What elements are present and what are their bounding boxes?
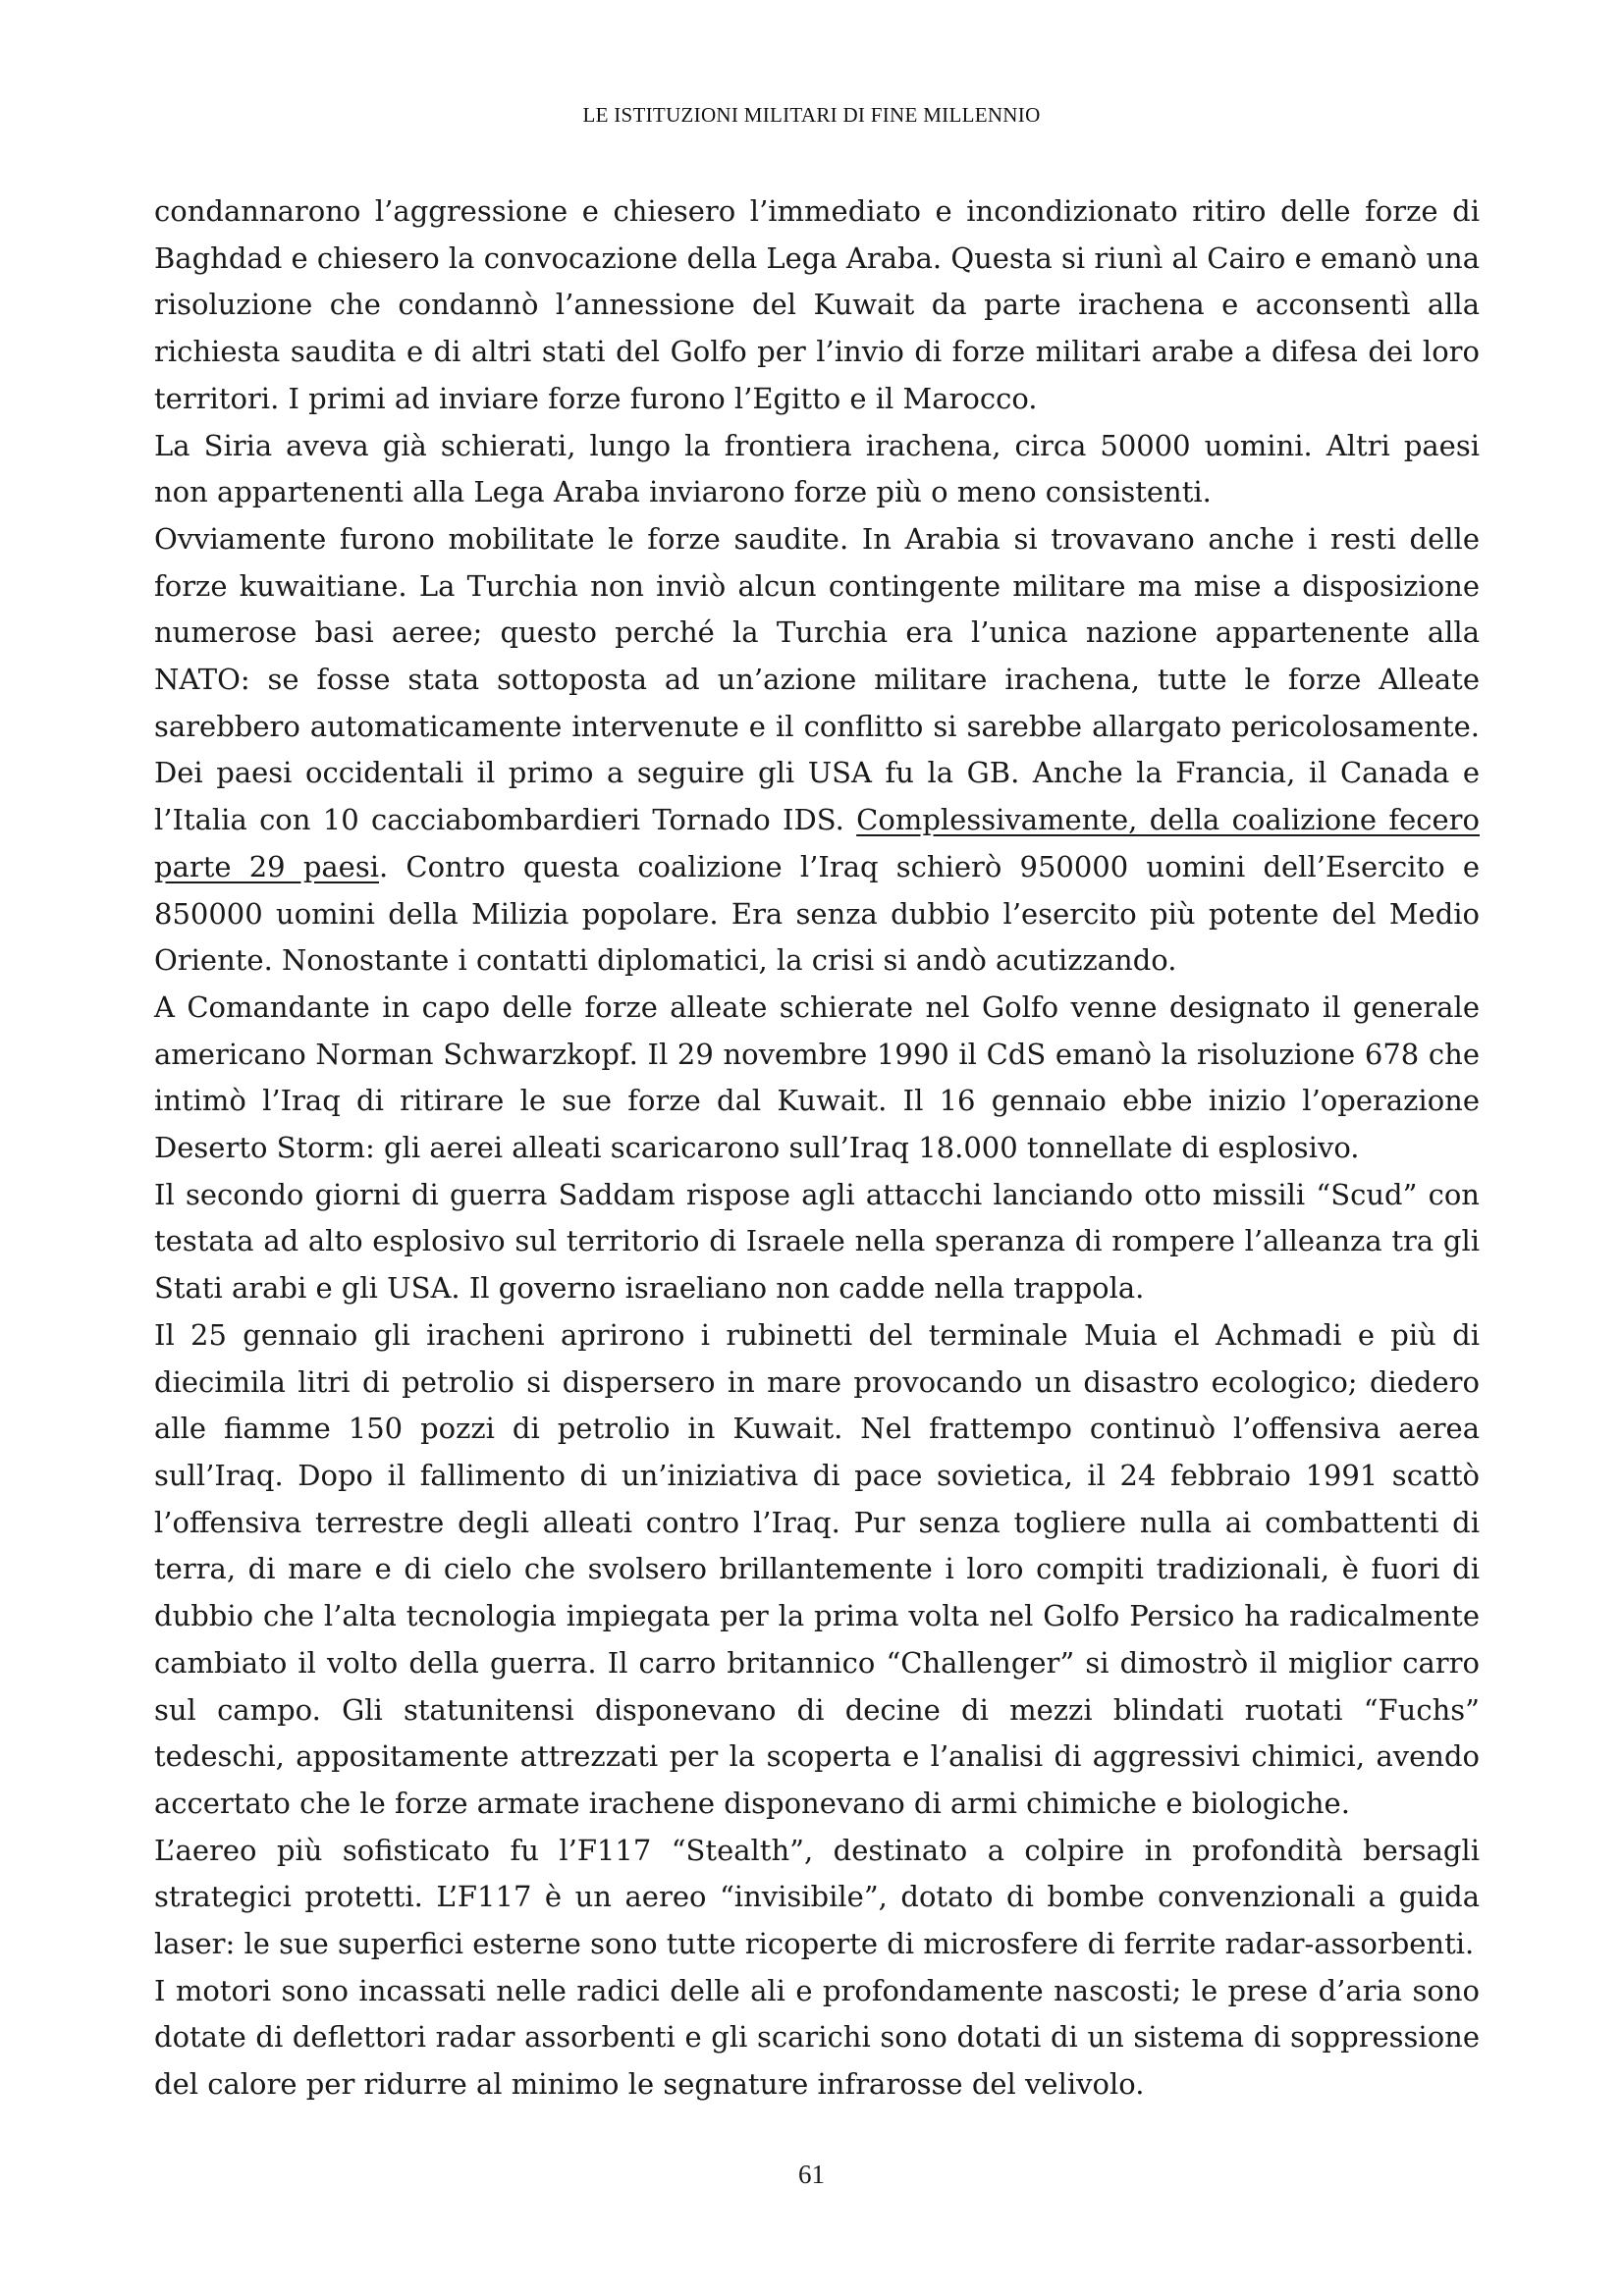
paragraph-3 <box>154 516 1480 985</box>
running-header: LE ISTITUZIONI MILITARI DI FINE MILLENNIO <box>582 103 1041 127</box>
underlined-coalition-sentence: Complessivamente, della coalizione fecero parte 29 paesi <box>154 803 1480 883</box>
page-number: 61 <box>798 2160 825 2189</box>
paragraph-2: La Siria aveva già schierati, lungo la frontiera irachena, circa 50000 uomini. Altri paesi non appartenenti alla Lega Araba inviarono forze più o meno consistenti. <box>154 428 1480 509</box>
paragraph-5: Il secondo giorni di guerra Saddam rispose agli attacchi lanciando otto missili “Scud” con testata ad alto esplosivo sul territorio di Israele nella speranza di rompere l’alleanza tra gli Stati arabi e gli USA. Il governo israeliano non cadde nella trappola. <box>154 1177 1480 1306</box>
paragraph-1: condannarono l’aggressione e chiesero l’immediato e incondizionato ritiro delle forze di Baghdad e chiesero la convocazione della Lega Araba. Questa si riunì al Cairo e emanò una risoluzione che condannò l’annessione del Kuwait da parte irachena e acconsentì alla richiesta saudita e di altri stati del Golfo per l’invio di forze militari arabe a difesa dei loro territori. I primi ad inviare forze furono l’Egitto e il Marocco. <box>154 194 1480 415</box>
paragraph-3-text-before: Ovviamente furono mobilitate le forze saudite. In Arabia si trovavano anche i resti delle forze kuwaitiane. La Turchia non inviò alcun contingente militare ma mise a disposizione numerose basi aeree; questo perché la Turchia era l’unica nazione appartenente alla NATO: se fosse stata sottoposta ad un’azione militare irachena, tutte le forze Alleate sarebbero automaticamente intervenute e il conflitto si sarebbe allargato pericolosamente. Dei paesi occidentali il primo a seguire gli USA fu la GB. Anche la Francia, il Canada e l’Italia con 10 cacciabombardieri Tornado IDS. <box>154 521 1480 837</box>
paragraph-3-text-after: . Contro questa coalizione l’Iraq schierò 950000 uomini dell’Esercito e 850000 uomini della Milizia popolare. Era senza dubbio l’esercito più potente del Medio Oriente. Nonostante i contatti diplomatici, la crisi si andò acutizzando. <box>154 849 1481 978</box>
paragraph-7: L’aereo più sofisticato fu l’F117 “Stealth”, destinato a colpire in profondità bersagli strategici protetti. L’F117 è un aereo “invisibile”, dotato di bombe convenzionali a guida laser: le sue superfici esterne sono tutte ricoperte di microsfere di ferrite radar-assorbenti. <box>154 1833 1480 1961</box>
paragraph-6: Il 25 gennaio gli iracheni aprirono i rubinetti del terminale Muia el Achmadi e più di diecimila litri di petrolio si dispersero in mare provocando un disastro ecologico; diedero alle fiamme 150 pozzi di petrolio in Kuwait. Nel frattempo continuò l’offensiva aerea sull’Iraq. Dopo il fallimento di un’iniziativa di pace sovietica, il 24 febbraio 1991 scattò l’offensiva terrestre degli alleati contro l’Iraq. Pur senza togliere nulla ai combattenti di terra, di mare e di cielo che svolsero brillantemente i loro compiti tradizionali, è fuori di dubbio che l’alta tecnologia impiegata per la prima volta nel Golfo Persico ha radicalmente cambiato il volto della guerra. Il carro britannico “Challenger” si dimostrò il miglior carro sul campo. Gli statunitensi disponevano di decine di mezzi blindati ruotati “Fuchs” tedeschi, appositamente attrezzati per la scoperta e l’analisi di aggressivi chimici, avendo accertato che le forze armate irachene disponevano di armi chimiche e biologiche. <box>154 1317 1480 1820</box>
paragraph-4: A Comandante in capo delle forze alleate schierate nel Golfo venne designato il generale americano Norman Schwarzkopf. Il 29 novembre 1990 il CdS emanò la risoluzione 678 che intimò l’Iraq di ritirare le sue forze dal Kuwait. Il 16 gennaio ebbe inizio l’operazione Deserto Storm: gli aerei alleati scaricarono sull’Iraq 18.000 tonnellate di esplosivo. <box>154 989 1480 1165</box>
paragraph-8: I motori sono incassati nelle radici delle ali e profondamente nascosti; le prese d’aria sono dotate di deflettori radar assorbenti e gli scarichi sono dotati di un sistema di soppressione del calore per ridurre al minimo le segnature infrarosse del velivolo. <box>154 1973 1480 2102</box>
body-text <box>154 188 1480 2109</box>
